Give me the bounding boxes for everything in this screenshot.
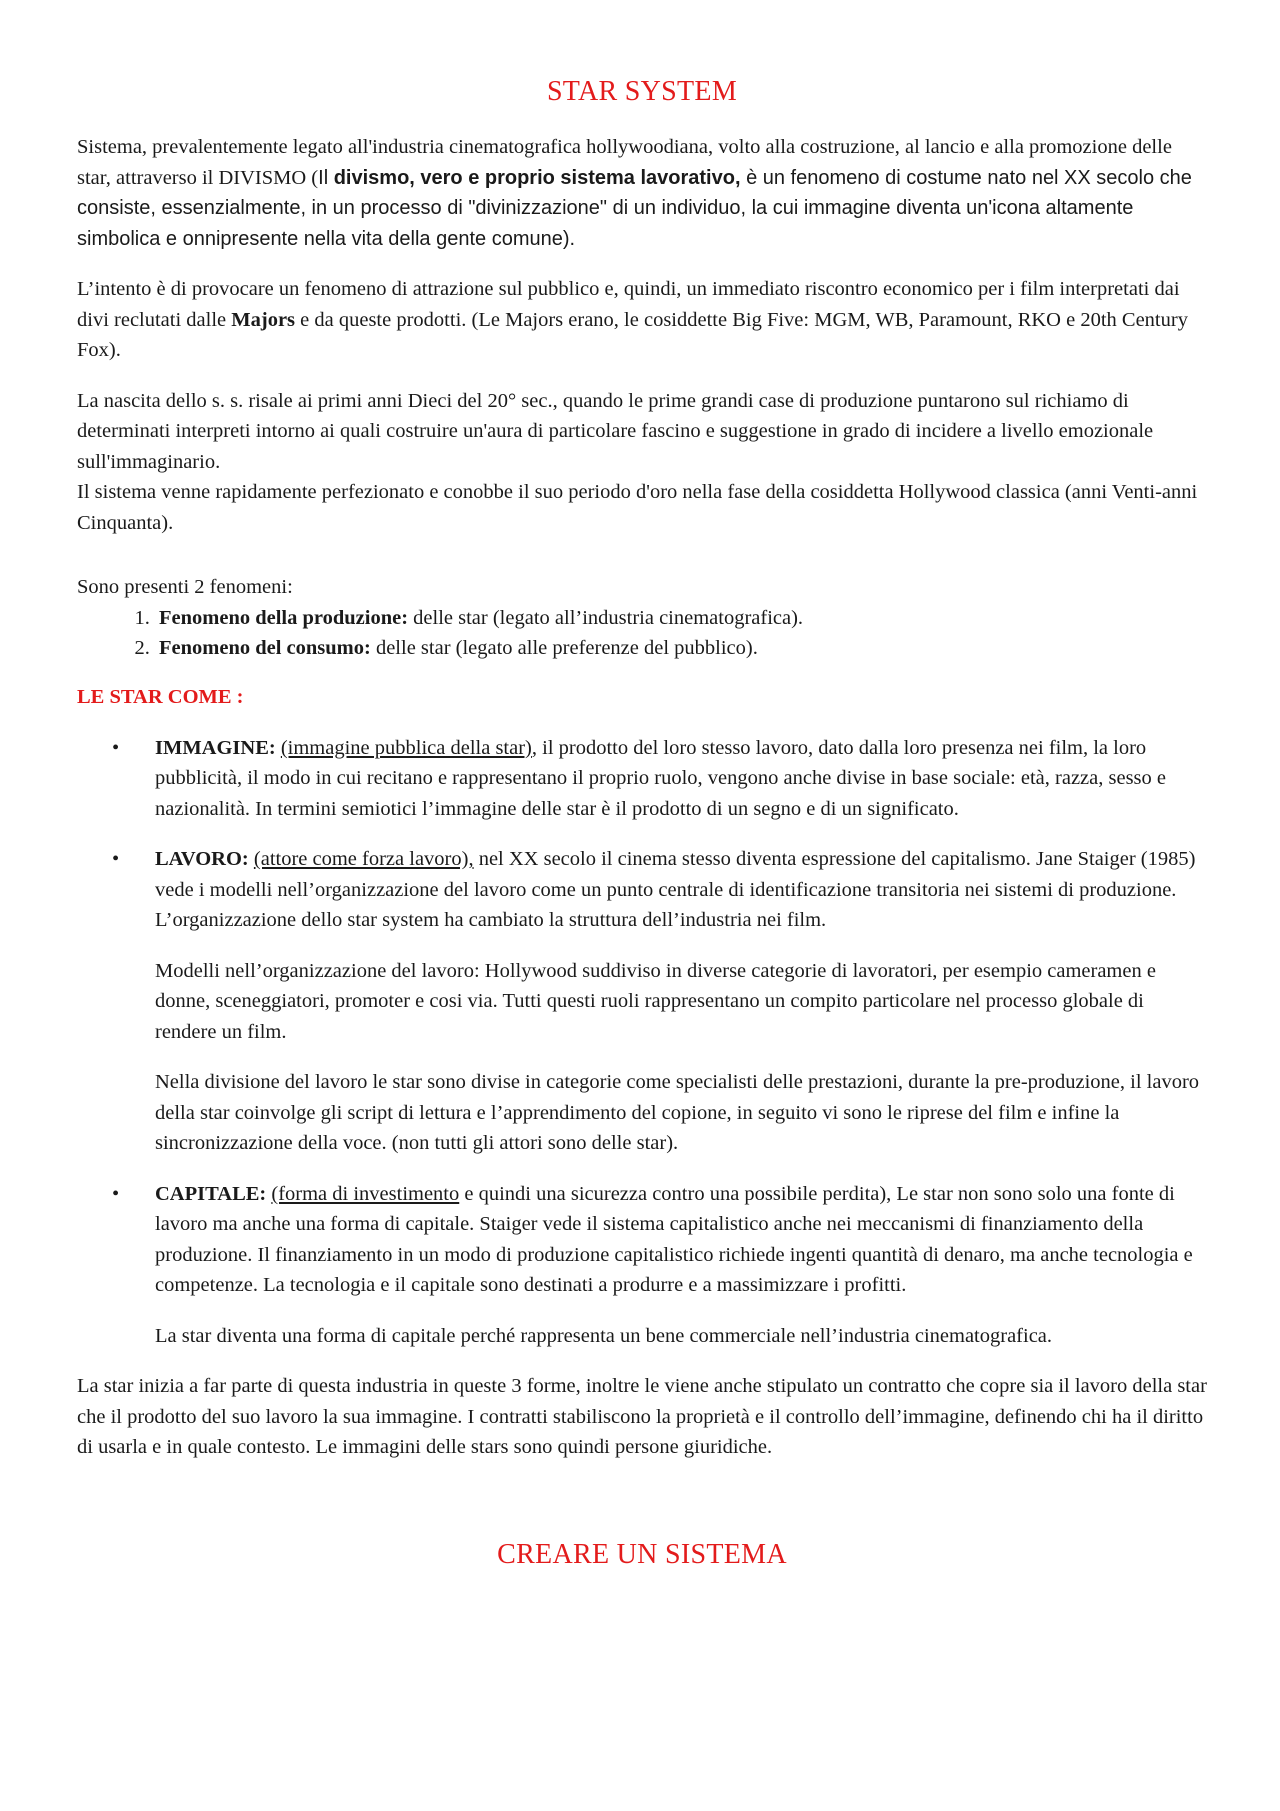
next-section-title: CREARE UN SISTEMA bbox=[497, 1538, 787, 1570]
immagine-paragraph bbox=[155, 733, 1207, 825]
phenomena-list bbox=[77, 603, 1207, 664]
capitale-sub-paragraph-1: La star diventa una forma di capitale perché rappresenta un bene commerciale nell’industria cinematografica. bbox=[155, 1324, 1053, 1347]
intro-p1-sans-b: è un fenomeno di costume nato nel XX secolo che consiste, essenzialmente, in un processo di "divinizzazione" di un individuo, la cui immagine diventa un'icona altamente simbolica e onnipresente nella vita della gente comune). bbox=[77, 166, 1192, 250]
bullet-icon: • bbox=[112, 736, 120, 759]
intro-p3-line1: La nascita dello s. s. risale ai primi anni Dieci del 20° sec., quando le prime grandi case di produzione puntarono sul richiamo di determinati interpreti intorno ai quali costruire un'aura di particolare fascino e suggestione in grado di incidere a livello emozionale sull'immaginario. bbox=[77, 389, 1154, 473]
capitale-text: e quindi una sicurezza contro una possibile perdita), Le star non sono solo una fonte di lavoro ma anche una forma di capitale. Staiger vede il sistema capitalistico anche nei meccanismi di finanziamento della produzione. Il finanziamento in un modo di produzione capitalistico richiede ingenti quantità di denaro, ma anche tecnologia e competenze. La tecnologia e il capitale sono destinati a produrre e a massimizzare i profitti. bbox=[155, 1182, 1193, 1296]
phenomenon-2-text: delle star (legato alle preferenze del pubblico). bbox=[370, 637, 758, 659]
capitale-underlined: (forma di investimento bbox=[271, 1182, 460, 1205]
phenomenon-2-label: Fenomeno del consumo: bbox=[159, 637, 371, 659]
lavoro-paragraph bbox=[155, 844, 1207, 936]
intro-p2-bold: Majors bbox=[231, 308, 296, 331]
capitale-paragraph bbox=[155, 1179, 1207, 1301]
intro-p1-sans-bold: divismo, vero e proprio sistema lavorativo, bbox=[333, 166, 741, 189]
intro-p2-b: e da queste prodotti. (Le Majors erano, le cosiddette Big Five: MGM, WB, Paramount, RKO e 20th Century Fox). bbox=[77, 308, 1188, 361]
immagine-label: IMMAGINE: bbox=[155, 736, 276, 759]
phenomenon-1-text: delle star (legato all’industria cinematografica). bbox=[408, 606, 804, 629]
bullet-item-immagine bbox=[77, 733, 1207, 825]
closing-paragraph: La star inizia a far parte di questa industria in queste 3 forme, inoltre le viene anche stipulato un contratto che copre sia il lavoro della star che il prodotto del suo lavoro la sua immagine. I contratti stabiliscono la proprietà e il controllo dell’immagine, definendo chi ha il diritto di usarla e in quale contesto. Le immagini delle stars sono quindi persone giuridiche. bbox=[77, 1375, 1207, 1458]
list-item bbox=[155, 633, 1207, 664]
section-heading-star-come: LE STAR COME : bbox=[77, 685, 244, 708]
lavoro-underlined: (attore come forza lavoro), bbox=[253, 848, 474, 870]
capitale-label: CAPITALE: bbox=[155, 1182, 267, 1205]
phenomena-intro: Sono presenti 2 fenomeni: bbox=[77, 576, 293, 598]
bullet-icon: • bbox=[112, 848, 120, 870]
intro-paragraph-3 bbox=[77, 386, 1207, 539]
intro-p2-a: L’intento è di provocare un fenomeno di attrazione sul pubblico e, quindi, un immediato riscontro economico per i film interpretati dai divi reclutati dalle bbox=[77, 278, 1180, 331]
phenomenon-1-label: Fenomeno della produzione: bbox=[159, 606, 409, 629]
immagine-text: , il prodotto del loro stesso lavoro, dato dalla loro presenza nei film, la loro pubblicità, il modo in cui recitano e rappresentano il proprio ruolo, vengono anche divise in base sociale: età, razza, sesso e nazionalità. In termini semiotici l’immagine delle star è il prodotto di un segno e di un significato. bbox=[155, 736, 1166, 820]
bullet-icon: • bbox=[112, 1182, 120, 1205]
intro-p3-line2: Il sistema venne rapidamente perfezionato e conobbe il suo periodo d'oro nella fase della cosiddetta Hollywood classica (anni Venti-anni Cinquanta). bbox=[77, 481, 1198, 534]
intro-p1-serif: Sistema, prevalentemente legato all'industria cinematografica hollywoodiana, volto alla costruzione, al lancio e alla promozione delle star, attraverso il DIVISMO ( bbox=[77, 136, 1172, 189]
lavoro-sub-paragraph-1: Modelli nell’organizzazione del lavoro: Hollywood suddiviso in diverse categorie di lavoratori, per esempio cameramen e donne, sceneggiatori, promoter e cosi via. Tutti questi ruoli rappresentano un compito particolare nel processo globale di rendere un film. bbox=[155, 959, 1156, 1043]
page-title: STAR SYSTEM bbox=[546, 76, 738, 107]
lavoro-label: LAVORO: bbox=[155, 848, 249, 870]
spacer bbox=[77, 558, 1207, 572]
lavoro-text: nel XX secolo il cinema stesso diventa espressione del capitalismo. Jane Staiger (1985) vede i modelli nell’organizzazione del lavoro come un punto centrale di identificazione transitoria nei sistemi di produzione. L’organizzazione dello star system ha cambiato la struttura dell’industria nei film. bbox=[155, 848, 1196, 931]
intro-p1-sans-a: Il bbox=[318, 166, 334, 189]
bullet-item-lavoro bbox=[77, 844, 1207, 936]
immagine-underlined: (immagine pubblica della star) bbox=[280, 736, 532, 759]
bullet-item-capitale bbox=[77, 1179, 1207, 1301]
lavoro-sub-paragraph-2: Nella divisione del lavoro le star sono divise in categorie come specialisti delle prestazioni, durante la pre-produzione, il lavoro della star coinvolge gli script di lettura e l’apprendimento del copione, in seguito vi sono le riprese del film e infine la sincronizzazione della voce. (non tutti gli attori sono delle star). bbox=[155, 1071, 1200, 1154]
document-page bbox=[77, 0, 1207, 1571]
intro-paragraph-1 bbox=[77, 132, 1207, 254]
intro-paragraph-2 bbox=[77, 274, 1207, 366]
list-item bbox=[155, 603, 1207, 634]
